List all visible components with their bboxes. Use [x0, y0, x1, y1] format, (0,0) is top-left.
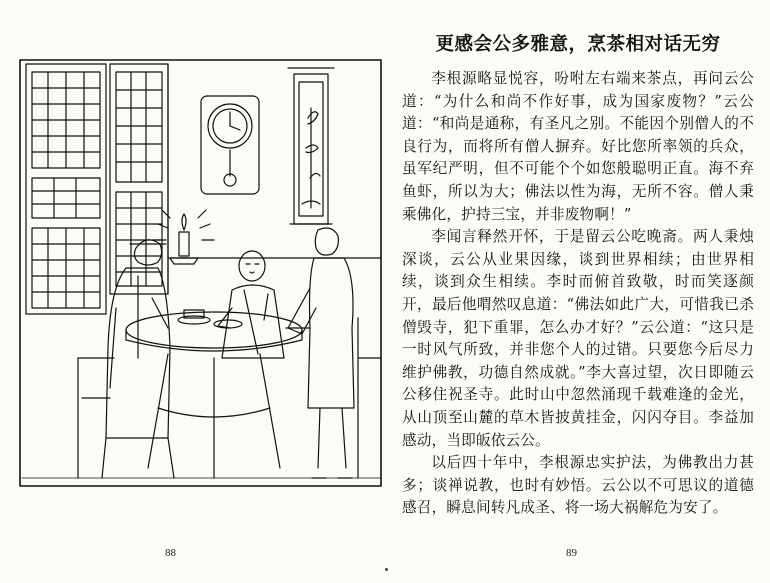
lattice-window [26, 64, 106, 314]
standing-attendant [286, 228, 354, 478]
paragraph-1: 李根源略显悦容，吩咐左右端来茶点，再问云公道：“为什么和尚不作好事，成为国家废物？”云公道：“和尚是通称，有圣凡之别。不能因个别僧人的不良行为，而将所有僧人摒弃。好比您所率领的兵众，虽军纪严明，但不可能个个如您般聪明正直。海不弃鱼虾，所以为大；佛法以性为海，无所不容。僧人秉乘佛化，护持三宝，并非废物啊！” [402, 70, 754, 223]
round-table [126, 310, 302, 478]
wall-clock [201, 96, 259, 194]
page-number-right: 89 [566, 547, 577, 559]
candle [154, 210, 214, 264]
chapter-title: 更感会公多雅意，烹茶相对话无穷 [435, 34, 721, 55]
page-number-left: 88 [165, 547, 176, 559]
text-page [402, 30, 754, 540]
gutter-mark [385, 568, 388, 571]
paragraph-3: 以后四十年中，李根源忠实护法，为佛教出力甚多；谈禅说教，也时有妙悟。云公以不可思议的道德感召，瞬息间转凡成圣、将一场大祸解危为安了。 [402, 454, 754, 517]
chairs [78, 318, 380, 478]
hanging-scroll [288, 68, 334, 224]
seated-monk [218, 251, 284, 358]
illustration [18, 58, 383, 488]
paragraph-2: 李闻言释然开怀，于是留云公吃晚斋。两人秉烛深谈，云公从业果因缘，谈到世界相续；由世界相续，谈到众生相续。李时而俯首致敬，时而笑逐颜开，最后他喟然叹息道：“佛法如此广大，可惜我已杀僧毁寺，犯下重罪，怎么办才好？”云公道：“这只是一时风气所致，并非您个人的过错。只要您今后尽力维护佛教，功德自然成就。”李大喜过望，次日即随云公移住祝圣寺。此时山中忽然涌现千载难逢的金光，从山顶至山麓的草木皆披黄挂金，闪闪夺目。李益加感动，当即皈依云公。 [402, 228, 754, 449]
seated-officer [102, 240, 174, 478]
monk-tea-scene-drawing [18, 58, 383, 488]
